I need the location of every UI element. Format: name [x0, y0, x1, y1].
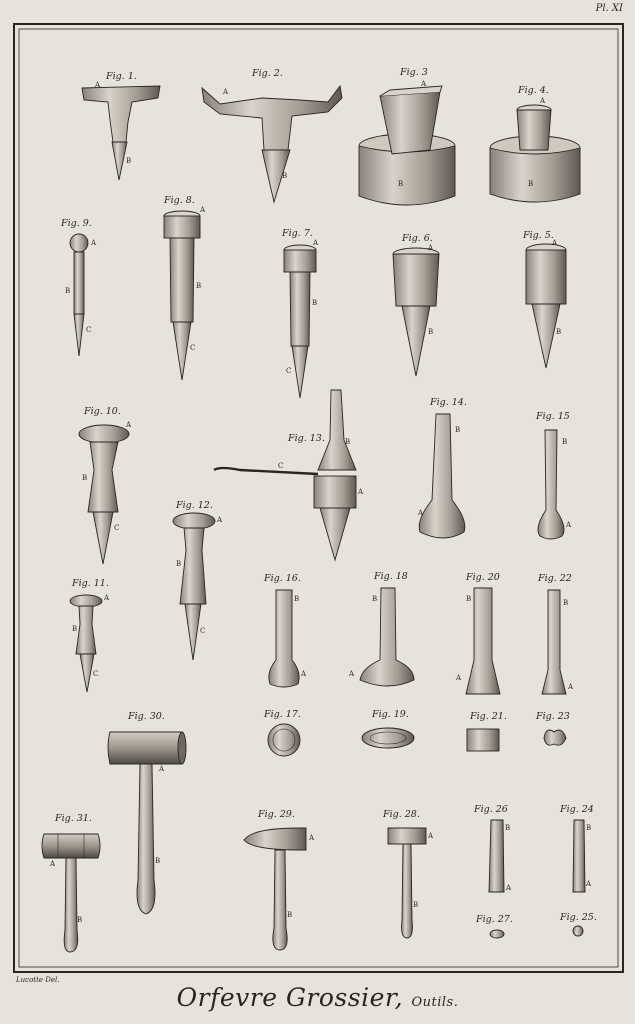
fig16-stake — [269, 590, 299, 687]
svg-text:A: A — [421, 80, 427, 88]
svg-text:B: B — [505, 824, 511, 832]
svg-text:A: A — [217, 516, 223, 524]
plate-title — [0, 983, 635, 1012]
caption-fig10: Fig. 10. — [84, 406, 121, 417]
svg-text:B: B — [65, 287, 71, 295]
caption-fig3: Fig. 3 — [400, 67, 428, 78]
svg-text:A: A — [418, 509, 424, 517]
svg-text:C: C — [200, 627, 206, 635]
fig27-face — [490, 930, 504, 938]
plate-title-sub: Outils. — [411, 995, 459, 1010]
svg-text:A: A — [552, 239, 558, 247]
caption-fig4: Fig. 4. — [518, 85, 549, 96]
svg-text:C: C — [86, 326, 92, 334]
caption-fig6: Fig. 6. — [402, 233, 433, 244]
caption-fig25: Fig. 25. — [560, 912, 597, 923]
svg-text:A: A — [349, 670, 355, 678]
svg-text:A: A — [50, 860, 56, 868]
svg-text:A: A — [456, 674, 462, 682]
caption-fig15: Fig. 15 — [536, 411, 570, 422]
svg-text:B: B — [72, 625, 78, 633]
svg-text:A: A — [428, 832, 434, 840]
svg-text:A: A — [358, 488, 364, 496]
fig9-stake — [70, 234, 88, 356]
svg-text:B: B — [466, 595, 472, 603]
svg-text:B: B — [398, 180, 404, 188]
fig1-stake — [82, 86, 160, 180]
caption-fig21: Fig. 21. — [470, 711, 507, 722]
fig28-hammer — [388, 828, 426, 938]
caption-fig16: Fig. 16. — [264, 573, 301, 584]
svg-text:C: C — [278, 462, 284, 470]
svg-text:B: B — [455, 426, 461, 434]
plate-number: Pl. XI — [595, 3, 623, 14]
svg-text:A: A — [200, 206, 206, 214]
svg-text:C: C — [286, 367, 292, 375]
fig20-stake — [466, 588, 500, 694]
svg-text:C: C — [190, 344, 196, 352]
caption-fig13: Fig. 13. — [288, 433, 325, 444]
fig6-stake — [393, 248, 439, 376]
svg-text:A: A — [301, 670, 307, 678]
svg-text:B: B — [126, 157, 132, 165]
svg-text:B: B — [428, 328, 434, 336]
fig2-stake — [202, 86, 342, 202]
svg-text:A: A — [104, 594, 110, 602]
svg-text:C: C — [93, 670, 99, 678]
fig13-tool — [214, 390, 356, 560]
svg-text:B: B — [155, 857, 161, 865]
fig5-stake — [526, 244, 566, 368]
caption-fig14: Fig. 14. — [430, 397, 467, 408]
fig24-punch — [573, 820, 585, 892]
svg-text:B: B — [82, 474, 88, 482]
fig15-stake — [538, 430, 564, 539]
svg-text:A: A — [586, 880, 592, 888]
engraver-credit: Lucotte Del. — [16, 976, 60, 984]
caption-fig22: Fig. 22 — [538, 573, 572, 584]
fig26-punch — [489, 820, 504, 892]
caption-fig24: Fig. 24 — [560, 804, 594, 815]
caption-fig26: Fig. 26 — [474, 804, 508, 815]
caption-fig11: Fig. 11. — [72, 578, 109, 589]
caption-fig19: Fig. 19. — [372, 709, 409, 720]
svg-text:B: B — [77, 916, 83, 924]
fig25-face — [573, 926, 583, 936]
fig18-stake — [360, 588, 414, 686]
svg-text:B: B — [196, 282, 202, 290]
svg-text:B: B — [556, 328, 562, 336]
svg-text:B: B — [563, 599, 569, 607]
fig7-stake — [284, 245, 316, 398]
svg-text:B: B — [562, 438, 568, 446]
caption-fig18: Fig. 18 — [374, 571, 408, 582]
svg-text:B: B — [287, 911, 293, 919]
fig8-stake — [164, 211, 200, 380]
svg-text:B: B — [312, 299, 318, 307]
caption-fig30: Fig. 30. — [128, 711, 165, 722]
svg-text:B: B — [294, 595, 300, 603]
caption-fig7: Fig. 7. — [282, 228, 313, 239]
caption-fig5: Fig. 5. — [523, 230, 554, 241]
svg-text:B: B — [282, 172, 288, 180]
caption-fig31: Fig. 31. — [55, 813, 92, 824]
fig21-face — [467, 729, 499, 751]
svg-text:A: A — [540, 97, 546, 105]
svg-text:B: B — [345, 438, 351, 446]
svg-text:B: B — [372, 595, 378, 603]
fig12-stake — [173, 513, 215, 660]
svg-text:B: B — [528, 180, 534, 188]
svg-text:B: B — [176, 560, 182, 568]
svg-text:A: A — [313, 239, 319, 247]
fig23-face — [544, 730, 566, 745]
caption-fig23: Fig. 23 — [536, 711, 570, 722]
caption-fig9: Fig. 9. — [61, 218, 92, 229]
fig4-block — [490, 105, 580, 202]
caption-fig1: Fig. 1. — [106, 71, 137, 82]
caption-fig28: Fig. 28. — [383, 809, 420, 820]
svg-text:A: A — [428, 244, 434, 252]
caption-fig20: Fig. 20 — [466, 572, 500, 583]
caption-fig27: Fig. 27. — [476, 914, 513, 925]
svg-text:A: A — [566, 521, 572, 529]
svg-text:A: A — [309, 834, 315, 842]
caption-fig12: Fig. 12. — [176, 500, 213, 511]
svg-text:A: A — [126, 421, 132, 429]
fig31-mallet — [42, 834, 100, 952]
fig10-stake — [79, 425, 129, 564]
plate-title-main: Orfevre Grossier, — [176, 983, 404, 1012]
svg-text:C: C — [114, 524, 120, 532]
svg-text:B: B — [586, 824, 592, 832]
svg-text:A: A — [95, 81, 101, 89]
caption-fig29: Fig. 29. — [258, 809, 295, 820]
caption-fig8: Fig. 8. — [164, 195, 195, 206]
svg-text:A: A — [568, 683, 574, 691]
caption-fig2: Fig. 2. — [252, 68, 283, 79]
fig29-hammer — [244, 828, 306, 950]
svg-text:A: A — [506, 884, 512, 892]
fig3-block — [359, 86, 455, 205]
fig30-mallet — [108, 732, 186, 914]
svg-text:A: A — [91, 239, 97, 247]
svg-text:B: B — [413, 901, 419, 909]
svg-text:A: A — [223, 88, 229, 96]
svg-text:A: A — [159, 765, 165, 773]
caption-fig17: Fig. 17. — [264, 709, 301, 720]
